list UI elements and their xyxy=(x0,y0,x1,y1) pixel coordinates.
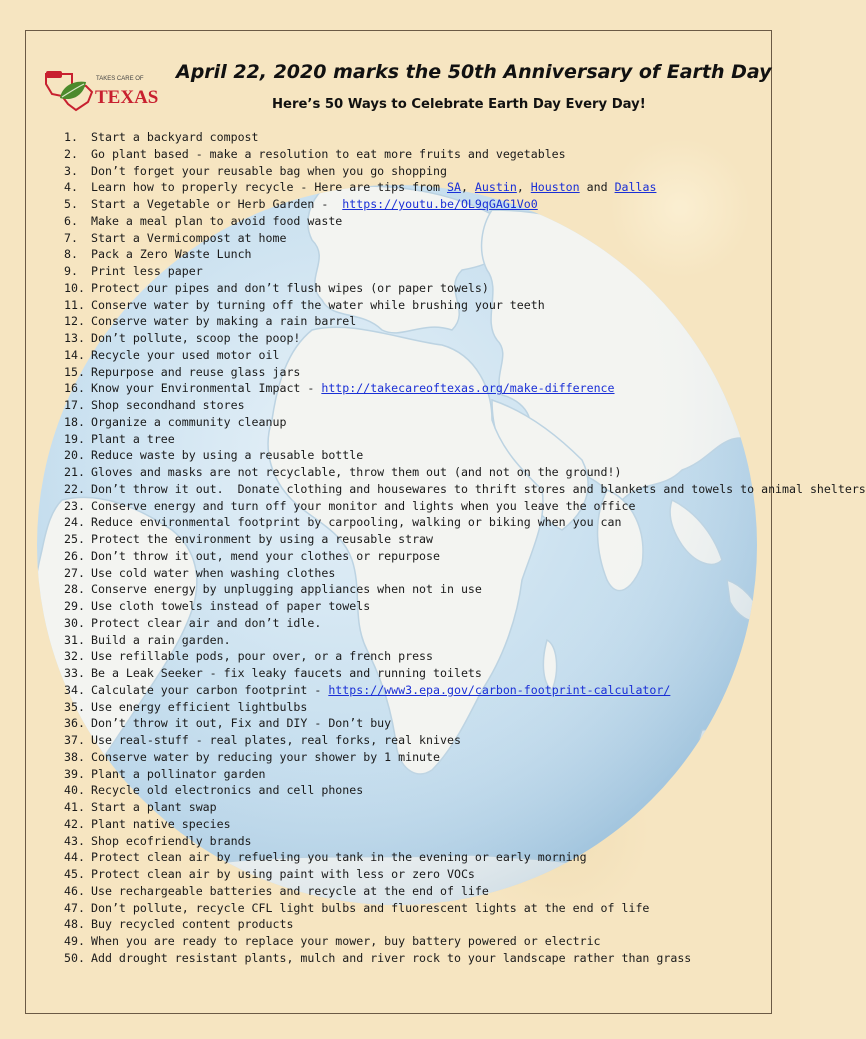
list-item: 46. Use rechargeable batteries and recycle at the end of life xyxy=(64,883,489,898)
list-item: 47. Don’t pollute, recycle CFL light bulbs and fluorescent lights at the end of life xyxy=(64,900,650,915)
list-item: 14. Recycle your used motor oil xyxy=(64,347,280,362)
link-youtube-garden[interactable]: https://youtu.be/OL9qGAG1Vo0 xyxy=(342,197,538,211)
list-item: 37. Use real-stuff - real plates, real forks, real knives xyxy=(64,733,461,747)
link-epa-calculator[interactable]: https://www3.epa.gov/carbon-footprint-calculator/ xyxy=(328,682,671,697)
list-item: 1. Start a backyard compost xyxy=(64,130,259,144)
list-item: 38. Conserve water by reducing your shower by 1 minute xyxy=(64,749,441,764)
list-item: 26. Don’t throw it out, mend your clothes or repurpose xyxy=(64,548,441,563)
list-item: 6. Make a meal plan to avoid food waste xyxy=(64,213,343,228)
list-item: 31. Build a rain garden. xyxy=(64,632,231,647)
list-item: 7. Start a Vermicompost at home xyxy=(64,230,287,245)
list-item: 44. Protect clean air by refueling you tank in the evening or early morning xyxy=(64,850,587,865)
list-item: 18. Organize a community cleanup xyxy=(64,414,287,429)
link-sa[interactable]: SA xyxy=(446,180,461,195)
list-item: 16. Know your Environmental Impact - http://takecareoftexas.org/make-difference xyxy=(64,381,615,396)
link-make-difference[interactable]: http://takecareoftexas.org/make-difference xyxy=(321,381,615,396)
list-item: 29. Use cloth towels instead of paper towels xyxy=(64,599,371,613)
list-item: 49. When you are ready to replace your mower, buy battery powered or electric xyxy=(64,934,601,948)
list-item: 30. Protect clear air and don’t idle. xyxy=(64,615,322,630)
list-item: 10. Protect our pipes and don’t flush wipes (or paper towels) xyxy=(64,280,489,295)
list-item: 9. Print less paper xyxy=(64,264,203,278)
link-houston[interactable]: Houston xyxy=(530,180,580,195)
list-item: 8. Pack a Zero Waste Lunch xyxy=(64,247,252,262)
earth-day-tips-list xyxy=(64,129,866,967)
link-austin[interactable]: Austin xyxy=(474,180,517,195)
list-item: 15. Repurpose and reuse glass jars xyxy=(64,364,301,379)
list-item: 13. Don’t pollute, scoop the poop! xyxy=(64,331,301,345)
list-item: 21. Gloves and masks are not recyclable, throw them out (and not on the ground!) xyxy=(64,465,622,479)
list-item: 43. Shop ecofriendly brands xyxy=(64,833,252,848)
svg-text:TEXAS: TEXAS xyxy=(95,87,159,108)
list-item: 20. Reduce waste by using a reusable bottle xyxy=(64,448,364,463)
list-item: 36. Don’t throw it out, Fix and DIY - Don’t buy xyxy=(64,716,392,731)
list-item: 35. Use energy efficient lightbulbs xyxy=(64,699,308,714)
page-subtitle: Here’s 50 Ways to Celebrate Earth Day Every Day! xyxy=(272,97,646,112)
list-item: 41. Start a plant swap xyxy=(64,800,217,814)
list-item: 50. Add drought resistant plants, mulch and river rock to your landscape rather than grass xyxy=(64,950,692,965)
list-item: 28. Conserve energy by unplugging appliances when not in use xyxy=(64,582,482,597)
list-item: 34. Calculate your carbon footprint - https://www3.epa.gov/carbon-footprint-calculator/ xyxy=(64,682,671,697)
list-item: 33. Be a Leak Seeker - fix leaky faucets and running toilets xyxy=(64,666,482,680)
list-item: 32. Use refillable pods, pour over, or a french press xyxy=(64,649,434,664)
list-item: 11. Conserve water by turning off the water while brushing your teeth xyxy=(64,297,545,312)
list-item: 39. Plant a pollinator garden xyxy=(64,766,266,781)
texas-leaf-icon xyxy=(42,68,159,112)
list-item: 3. Don’t forget your reusable bag when you go shopping xyxy=(64,163,447,178)
list-item: 17. Shop secondhand stores xyxy=(64,398,245,412)
list-item: 12. Conserve water by making a rain barrel xyxy=(64,314,357,329)
list-item: 4. Learn how to properly recycle - Here are tips from SA, Austin, Houston and Dallas xyxy=(64,180,657,195)
list-item: 5. Start a Vegetable or Herb Garden - https://youtu.be/OL9qGAG1Vo0 xyxy=(64,197,538,211)
list-item: 27. Use cold water when washing clothes xyxy=(64,565,336,580)
list-item: 19. Plant a tree xyxy=(64,431,175,446)
list-item: 22. Don’t throw it out. Donate clothing and housewares to thrift stores and blankets and towels to animal shelters xyxy=(64,481,866,496)
link-dallas[interactable]: Dallas xyxy=(614,180,657,195)
list-item: 2. Go plant based - make a resolution to eat more fruits and vegetables xyxy=(64,146,566,161)
list-item: 25. Protect the environment by using a reusable straw xyxy=(64,532,434,546)
page-title: April 22, 2020 marks the 50th Anniversary of Earth Day xyxy=(176,61,772,83)
list-item: 45. Protect clean air by using paint with less or zero VOCs xyxy=(64,867,475,881)
list-item: 40. Recycle old electronics and cell phones xyxy=(64,783,364,798)
list-item: 24. Reduce environmental footprint by carpooling, walking or biking when you can xyxy=(64,515,622,530)
list-item: 48. Buy recycled content products xyxy=(64,917,294,932)
list-item: 23. Conserve energy and turn off your monitor and lights when you leave the office xyxy=(64,498,636,513)
svg-text:TAKES CARE OF: TAKES CARE OF xyxy=(96,76,144,82)
take-care-of-texas-logo xyxy=(42,68,159,112)
list-item: 42. Plant native species xyxy=(64,816,231,831)
